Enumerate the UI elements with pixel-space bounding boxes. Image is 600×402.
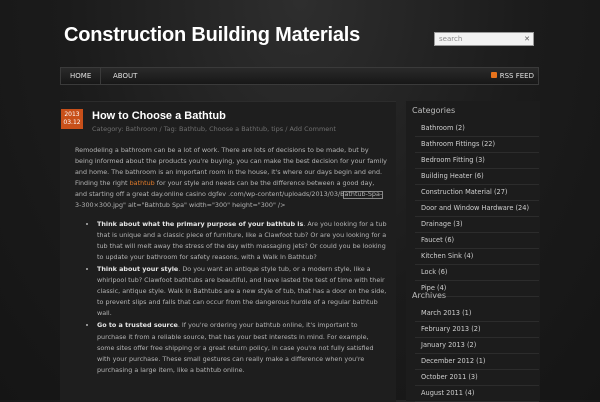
archives-title: Archives — [412, 291, 447, 300]
sidebar-item-lock[interactable]: Lock (6) — [415, 265, 539, 281]
archives-list — [415, 306, 539, 402]
main-nav — [60, 67, 539, 85]
sidebar-item-drainage[interactable]: Drainage (3) — [415, 217, 539, 233]
archive-item-march-2013[interactable]: March 2013 (1) — [415, 306, 539, 322]
list-item — [97, 264, 387, 319]
search-box — [434, 32, 534, 46]
search-button[interactable]: ✕ — [524, 35, 530, 43]
meta-category-link[interactable]: Bathroom — [125, 125, 158, 133]
nav-item-about[interactable]: ABOUT — [113, 72, 138, 80]
archive-item-january-2013[interactable]: January 2013 (2) — [415, 338, 539, 354]
sidebar-item-faucet[interactable]: Faucet (6) — [415, 233, 539, 249]
post-intro — [75, 145, 387, 212]
archive-item-august-2011[interactable]: August 2011 (4) — [415, 386, 539, 402]
bathtub-link[interactable]: bathtub — [129, 179, 155, 188]
tip-text: . If you're ordering your bathtub online, it's important to purchase it from a reliable source, that has your best interests in mind. For example, some sites offer free shipping or a great return policy, in case you're not fully satisfied with your purchase. These small gestures can really make a difference when you're purchasing a large item, like a bathtub online. — [97, 321, 374, 374]
categories-title: Categories — [412, 106, 456, 115]
site-title[interactable]: Construction Building Materials — [64, 24, 361, 46]
tip-text: . Are you looking for a tub that is unique and a classic piece of furniture, like a Clawfoot tub? Or are you looking for a tub that will melt away the stress of the day with massaging jets? Or could you be looking to update your bathroom for safety reasons, with a Walk In Bathtub? — [97, 219, 387, 261]
post-date-badge — [61, 109, 83, 129]
intro-text-after: for your style and needs can be the difference between a good day, and starting off a great day.online casino dgfev .com/wp-content/uploads/2013/03/Bathtub-Spa-3-300×300.jpg" alt="Bathtub Spa" width="300" height="300" /> — [75, 179, 383, 210]
sidebar-item-construction-material[interactable]: Construction Material (27) — [415, 185, 539, 201]
archive-item-february-2013[interactable]: February 2013 (2) — [415, 322, 539, 338]
rss-feed-label: RSS FEED — [499, 72, 534, 80]
meta-tag-prefix: / Tag: — [159, 125, 177, 133]
list-item — [97, 219, 387, 263]
intro-text: Remodeling a bathroom can be a lot of work. There are lots of decisions to be made, but by being informed about the products you're buying, you can make the best decision for your family and home. The bathroom is an important room in the house, it's where our days begin and end. Finding the right — [75, 146, 387, 188]
sidebar-item-kitchen-sink[interactable]: Kitchen Sink (4) — [415, 249, 539, 265]
meta-category-prefix: Category: — [92, 125, 124, 133]
post-date-year: 2013 — [64, 111, 80, 118]
rss-feed-link[interactable] — [491, 68, 534, 84]
post-title[interactable]: How to Choose a Bathtub — [92, 110, 226, 122]
sidebar-item-bedroom-fitting[interactable]: Bedroom Fitting (3) — [415, 153, 539, 169]
post-meta — [92, 125, 336, 133]
sidebar-item-pipe[interactable]: Pipe (4) — [415, 281, 539, 297]
search-input[interactable] — [435, 33, 525, 45]
add-comment-link[interactable]: / Add Comment — [285, 125, 336, 133]
list-item — [97, 320, 387, 375]
rss-icon — [491, 72, 497, 78]
post-body — [75, 145, 387, 377]
tip-text: . Do you want an antique style tub, or a modern style, like a whirlpool tub? Clawfoot bathtubs are beautiful, and have lasted the test of time with their classic, antique style. Walk In Bathtubs are a new style of tub, that has a door on the side, to prevent slips and falls that can occur from the dangerous hurdle of a regular bathtub wall. — [97, 264, 387, 318]
sidebar-item-bathroom[interactable]: Bathroom (2) — [415, 121, 539, 137]
tip-heading: Think about what the primary purpose of your bathtub is — [97, 219, 304, 228]
post-tips-list — [75, 219, 387, 376]
tip-heading: Go to a trusted source — [97, 321, 178, 330]
nav-item-home[interactable]: HOME — [61, 68, 101, 84]
post-date-monthday: 03.12 — [63, 119, 81, 126]
tip-heading: Think about your style — [97, 264, 179, 273]
sidebar-item-bathroom-fittings[interactable]: Bathroom Fittings (22) — [415, 137, 539, 153]
categories-list — [415, 121, 539, 297]
archive-item-october-2011[interactable]: October 2011 (3) — [415, 370, 539, 386]
archive-item-december-2012[interactable]: December 2012 (1) — [415, 354, 539, 370]
meta-tags-link[interactable]: Bathtub, Choose a Bathtub, tips — [179, 125, 284, 133]
sidebar-item-building-heater[interactable]: Building Heater (6) — [415, 169, 539, 185]
sidebar-item-door-window-hardware[interactable]: Door and Window Hardware (24) — [415, 201, 539, 217]
